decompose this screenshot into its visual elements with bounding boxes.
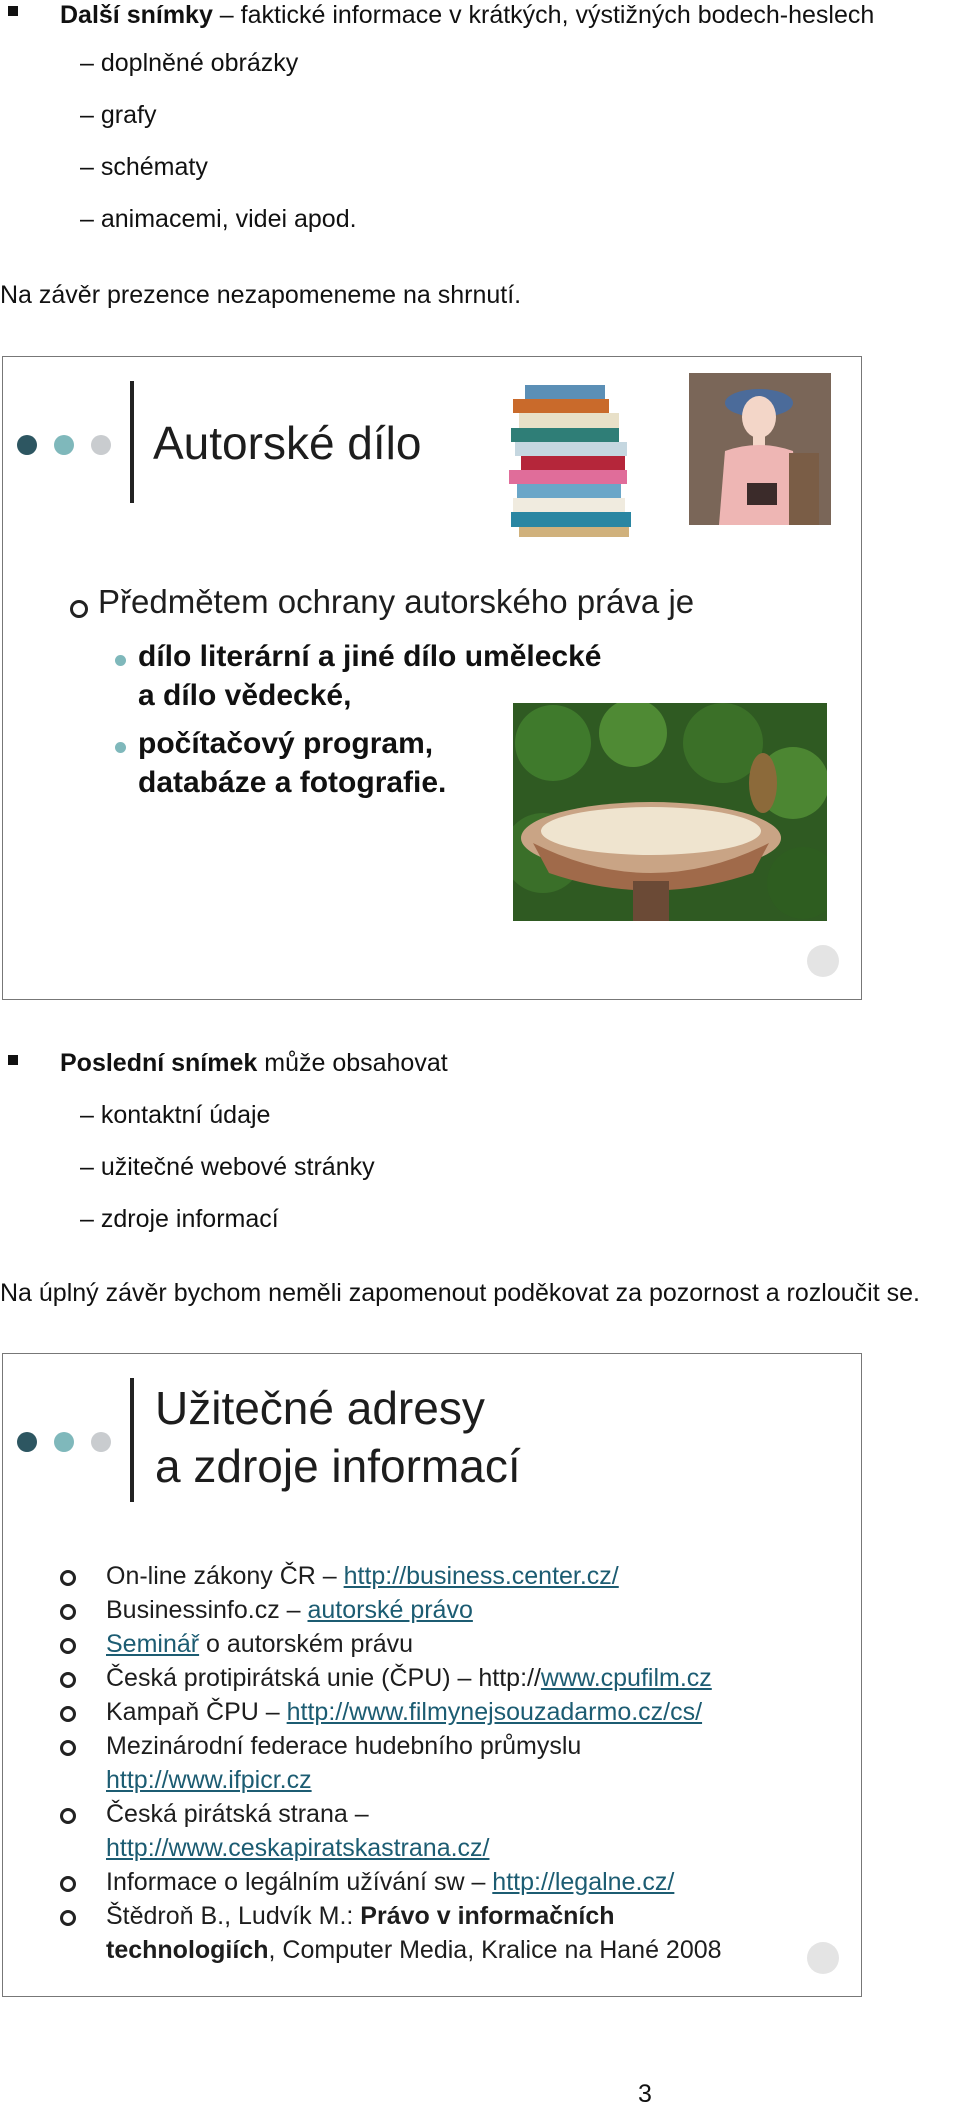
link[interactable]: www.cpufilm.cz <box>540 1664 712 1692</box>
list-item: Česká protipirátská unie (ČPU) – http://www.cpufilm.cz <box>58 1661 838 1695</box>
section2-subitem: – užitečné webové stránky <box>80 1153 375 1181</box>
list-item: Informace o legálním užívání sw – http://legalne.cz/ <box>58 1865 838 1899</box>
slide1-level1-text: Předmětem ochrany autorského práva je <box>98 583 695 620</box>
slide1-bullet-2: počítačový program, databáze a fotografie. <box>138 727 447 799</box>
list-item: On-line zákony ČR – http://business.center.cz/ <box>58 1559 838 1593</box>
section2-subitem: – zdroje informací <box>80 1205 279 1233</box>
list-item: Mezinárodní federace hudebního průmyslu http://www.ifpicr.cz <box>58 1729 838 1797</box>
list-item: Česká pirátská strana – http://www.ceskapiratskastrana.cz/ <box>58 1797 838 1865</box>
section1-subitem: – grafy <box>80 101 157 129</box>
slide1-bullet-1: dílo literární a jiné dílo umělecké a dílo vědecké, <box>138 640 602 712</box>
section1-subitem: – schématy <box>80 153 208 181</box>
slide-autorske-dilo <box>2 356 862 1000</box>
link[interactable]: Seminář <box>106 1630 200 1658</box>
section2-heading <box>60 1048 448 1078</box>
section1-subitem: – animacemi, videi apod. <box>80 205 357 233</box>
link[interactable]: http://www.filmynejsouzadarmo.cz/cs/ <box>286 1698 703 1726</box>
bullet-square <box>8 6 18 16</box>
bullet-square <box>8 1055 18 1065</box>
page-number: 3 <box>638 2080 652 2108</box>
slide-title-line1: Užitečné adresy <box>155 1382 485 1434</box>
garden-bowl-image <box>513 703 827 921</box>
books-image <box>503 381 668 541</box>
link[interactable]: autorské právo <box>307 1596 473 1624</box>
title-divider <box>130 381 134 503</box>
link[interactable]: http://www.ifpicr.cz <box>106 1766 312 1794</box>
link[interactable]: http://www.ceskapiratskastrana.cz/ <box>106 1834 490 1862</box>
slide-title: Autorské dílo <box>153 417 422 469</box>
section2-rest: může obsahovat <box>257 1049 448 1077</box>
slide-corner-dot <box>807 945 839 977</box>
bullet-ring <box>70 600 88 618</box>
address-list <box>58 1559 838 1967</box>
link[interactable]: http://legalne.cz/ <box>492 1868 675 1896</box>
slide-title-line2: a zdroje informací <box>155 1440 521 1492</box>
section1-subitem: – doplněné obrázky <box>80 49 299 77</box>
list-item: Kampaň ČPU – http://www.filmynejsouzadarmo.cz/cs/ <box>58 1695 838 1729</box>
list-item: Businessinfo.cz – autorské právo <box>58 1593 838 1627</box>
section1-heading <box>60 0 874 30</box>
section1-bold: Další snímky <box>60 1 213 29</box>
section2-subitem: – kontaktní údaje <box>80 1101 271 1129</box>
list-item: Seminář o autorském právu <box>58 1627 838 1661</box>
paragraph-summary: Na závěr prezence nezapomeneme na shrnutí. <box>0 281 522 309</box>
title-divider <box>130 1378 134 1502</box>
paragraph-closing: Na úplný závěr bychom neměli zapomenout poděkovat za pozornost a rozloučit se. <box>0 1279 920 1307</box>
link[interactable]: http://business.center.cz/ <box>343 1562 619 1590</box>
slide-corner-dot <box>807 1942 839 1974</box>
section2-bold: Poslední snímek <box>60 1049 258 1077</box>
section1-rest: – faktické informace v krátkých, výstižných bodech-heslech <box>212 1 875 29</box>
bullet-dot <box>115 655 126 666</box>
portrait-image <box>689 373 831 525</box>
bullet-dot <box>115 742 126 753</box>
list-item: Štědroň B., Ludvík M.: Právo v informačních technologiích, Computer Media, Kralice na Hané 2008 <box>58 1899 838 1967</box>
slide-uzitecne-adresy <box>2 1353 862 1997</box>
